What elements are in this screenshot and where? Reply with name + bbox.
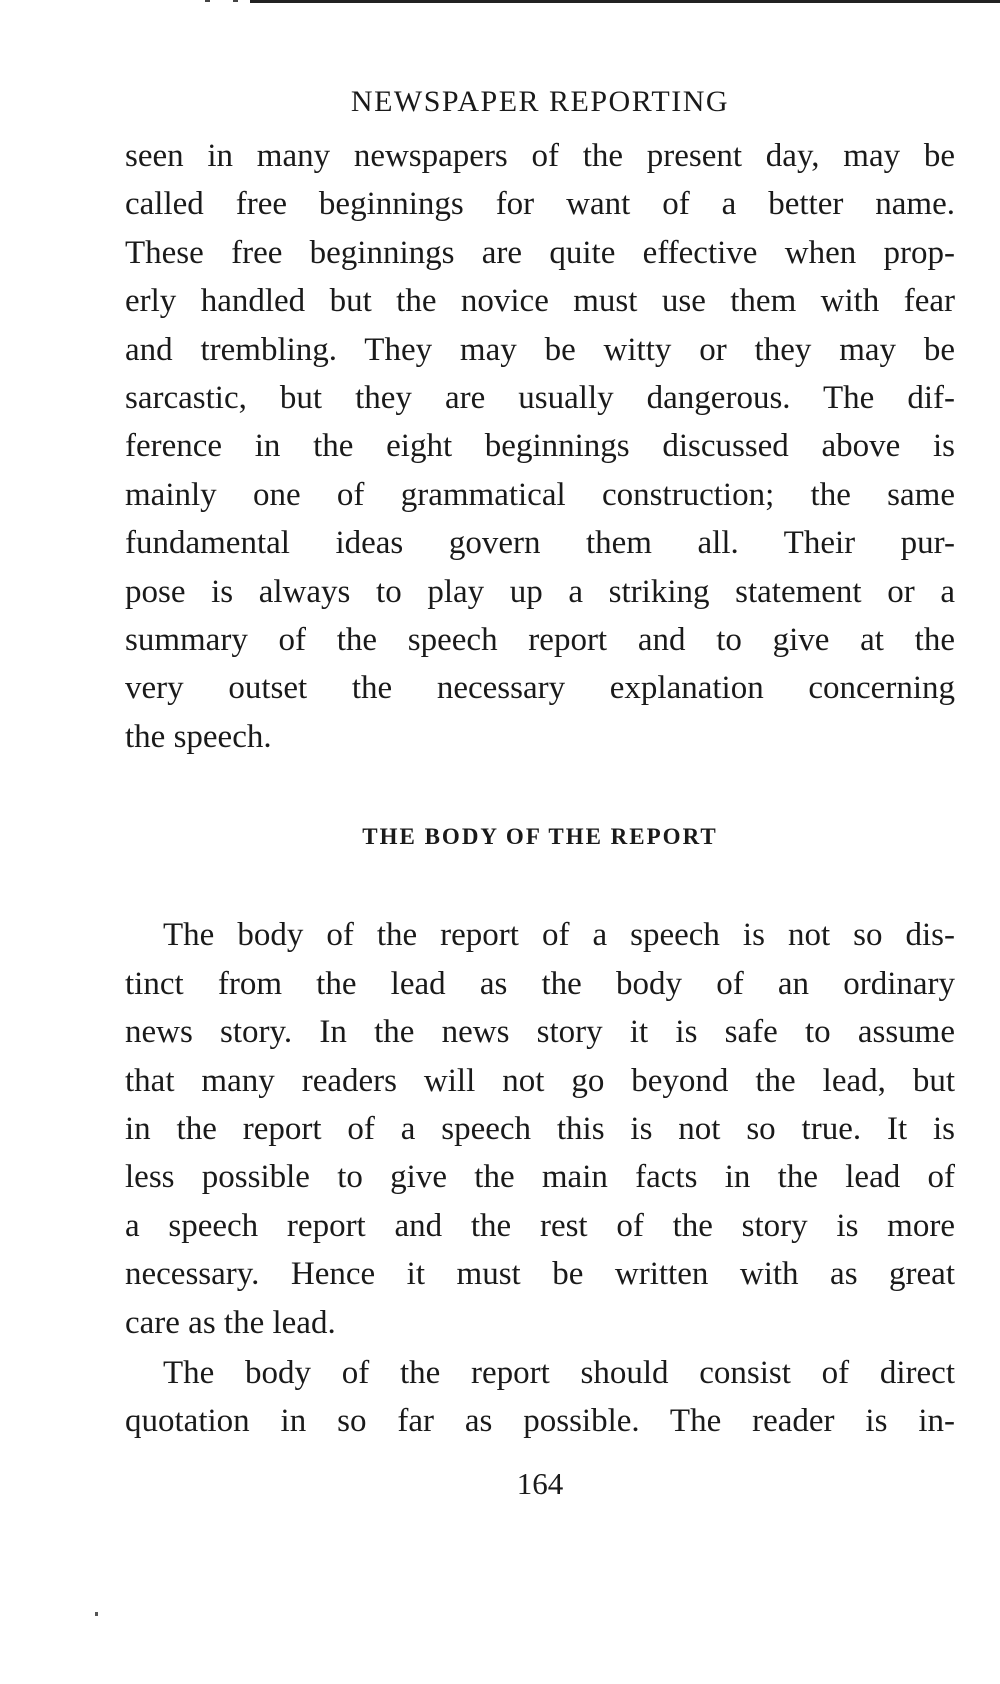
text-line: mainly one of grammatical construction; the same <box>125 476 955 513</box>
text-line: very outset the necessary explanation concerning <box>125 670 955 707</box>
text-line: The body of the report should consist of direct <box>163 1354 955 1391</box>
top-rule <box>250 0 1000 3</box>
page-number: 164 <box>516 1465 564 1501</box>
paragraph <box>125 911 955 1347</box>
text-line: that many readers will not go beyond the lead, but <box>125 1062 955 1099</box>
text-line: and trembling. They may be witty or they may be <box>125 331 955 368</box>
text-line: a speech report and the rest of the story is more <box>125 1207 955 1244</box>
paragraph <box>125 1349 955 1446</box>
text-line: news story. In the news story it is safe to assume <box>125 1014 955 1051</box>
text-line: ference in the eight beginnings discussed above is <box>125 428 955 465</box>
text-line: fundamental ideas govern them all. Their pur- <box>125 525 955 562</box>
text-line: in the report of a speech this is not so true. It is <box>125 1110 955 1147</box>
text-line: the speech. <box>125 718 272 755</box>
text-line: called free beginnings for want of a better name. <box>125 186 955 223</box>
text-line: care as the lead. <box>125 1304 336 1341</box>
text-line: summary of the speech report and to give at the <box>125 622 955 659</box>
section-heading: THE BODY OF THE REPORT <box>362 824 718 850</box>
top-rule-dot <box>233 0 238 2</box>
text-line: erly handled but the novice must use them with fear <box>125 283 955 320</box>
text-line: The body of the report of a speech is not so dis- <box>163 917 955 954</box>
text-line: less possible to give the main facts in the lead of <box>125 1159 955 1196</box>
text-line: quotation in so far as possible. The reader is in- <box>125 1403 955 1440</box>
book-page <box>125 78 955 1508</box>
text-line: necessary. Hence it must be written with as great <box>125 1256 955 1293</box>
top-rule-dot <box>205 0 210 2</box>
stray-ink-mark <box>95 1612 98 1616</box>
text-line: pose is always to play up a striking statement or a <box>125 573 955 610</box>
text-line: seen in many newspapers of the present day, may be <box>125 138 955 174</box>
running-head: NEWSPAPER REPORTING <box>350 85 730 118</box>
text-line: sarcastic, but they are usually dangerous. The dif- <box>125 380 955 417</box>
text-line: These free beginnings are quite effective when prop- <box>125 234 955 271</box>
text-line: tinct from the lead as the body of an ordinary <box>125 965 955 1002</box>
paragraph-continued <box>125 132 955 761</box>
